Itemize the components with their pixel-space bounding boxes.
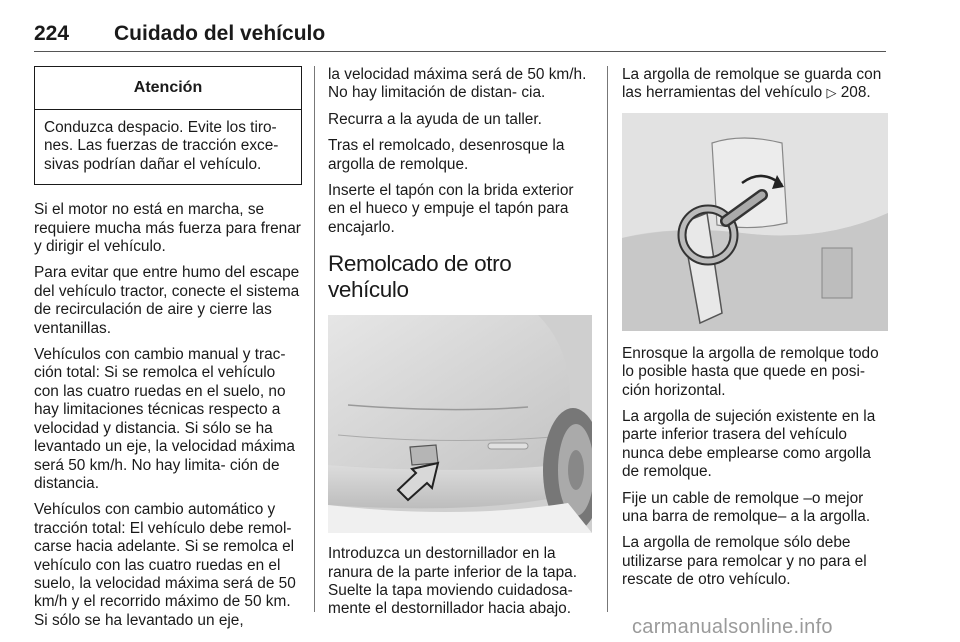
header-rule [34, 51, 886, 52]
notice-title: Atención [35, 67, 301, 110]
notice-body [35, 110, 301, 184]
paragraph: Vehículos con cambio manual y trac- ción total: Si se remolca el vehículo con las cuatro ruedas en el suelo, no hay limitaciones técnicas respecto a velocidad y distancia. Si sólo se ha levantado un eje, la velocidad máxima será 50 km/h. No hay limita- ción de distancia. [34, 346, 295, 492]
page-reference-icon: ▷ [826, 85, 837, 101]
paragraph: Recurra a la ayuda de un taller. [328, 110, 542, 128]
rear-bumper-cover-illustration [328, 315, 592, 533]
paragraph: Enrosque la argolla de remolque todo lo posible hasta que quede en posi- ción horizontal. [622, 344, 879, 399]
towing-eye-drawing [622, 113, 888, 331]
page-header [34, 22, 886, 52]
paragraph: la velocidad máxima será de 50 km/h. No hay limitación de distan- cia. [328, 66, 587, 102]
paragraph: La argolla de remolque sólo debe utilizarse para remolcar y no para el rescate de otro vehículo. [622, 534, 867, 589]
intro-text: La argolla de remolque se guarda con las herramientas del vehículo [622, 66, 882, 102]
paragraph: Si el motor no está en marcha, se requiere mucha más fuerza para frenar y dirigir el vehículo. [34, 201, 301, 256]
column-3 [622, 66, 888, 598]
page-number: 224 [34, 22, 70, 45]
paragraph: Fije un cable de remolque –o mejor una barra de remolque– a la argolla. [622, 489, 871, 526]
page-title: Cuidado del vehículo [114, 22, 326, 45]
column-divider-1 [314, 66, 315, 612]
column-divider-2 [607, 66, 608, 612]
caution-notice [34, 66, 302, 185]
section-heading: Remolcado de otro vehículo [328, 251, 512, 303]
paragraph: Para evitar que entre humo del escape del vehículo tractor, conecte el sistema de recirculación de aire y cierre las ventanillas. [34, 264, 300, 337]
intro-paragraph [622, 66, 888, 103]
page-reference[interactable]: 208. [840, 84, 871, 102]
paragraph: Inserte el tapón con la brida exterior en el hueco y empuje el tapón para encajarlo. [328, 182, 574, 236]
watermark: carmanualsonline.info [632, 616, 833, 638]
towing-eye-illustration [622, 113, 888, 331]
column-1 [34, 66, 302, 638]
rear-bumper-drawing [328, 315, 592, 533]
paragraph: La argolla de sujeción existente en la parte inferior trasera del vehículo nunca debe emplearse como argolla de remolque. [622, 408, 876, 481]
notice-text: Conduzca despacio. Evite los tiro- nes. Las fuerzas de tracción exce- sivas podrían dañar el vehículo. [44, 119, 279, 173]
paragraph: Vehículos con cambio automático y tracción total: El vehículo debe remol- carse hacia adelante. Si se remolca el vehículo con las cuatro ruedas en el suelo, la velocidad máxima será de 50 km/h y el recorrido máximo de 50 km. Si sólo se ha levantado un eje, [34, 501, 296, 629]
paragraph: Introduzca un destornillador en la ranura de la parte inferior de la tapa. Suelte la tapa moviendo cuidadosa- mente el destornillador hacia abajo. [328, 545, 577, 618]
paragraph: Tras el remolcado, desenrosque la argolla de remolque. [328, 137, 565, 173]
column-2 [328, 66, 592, 627]
